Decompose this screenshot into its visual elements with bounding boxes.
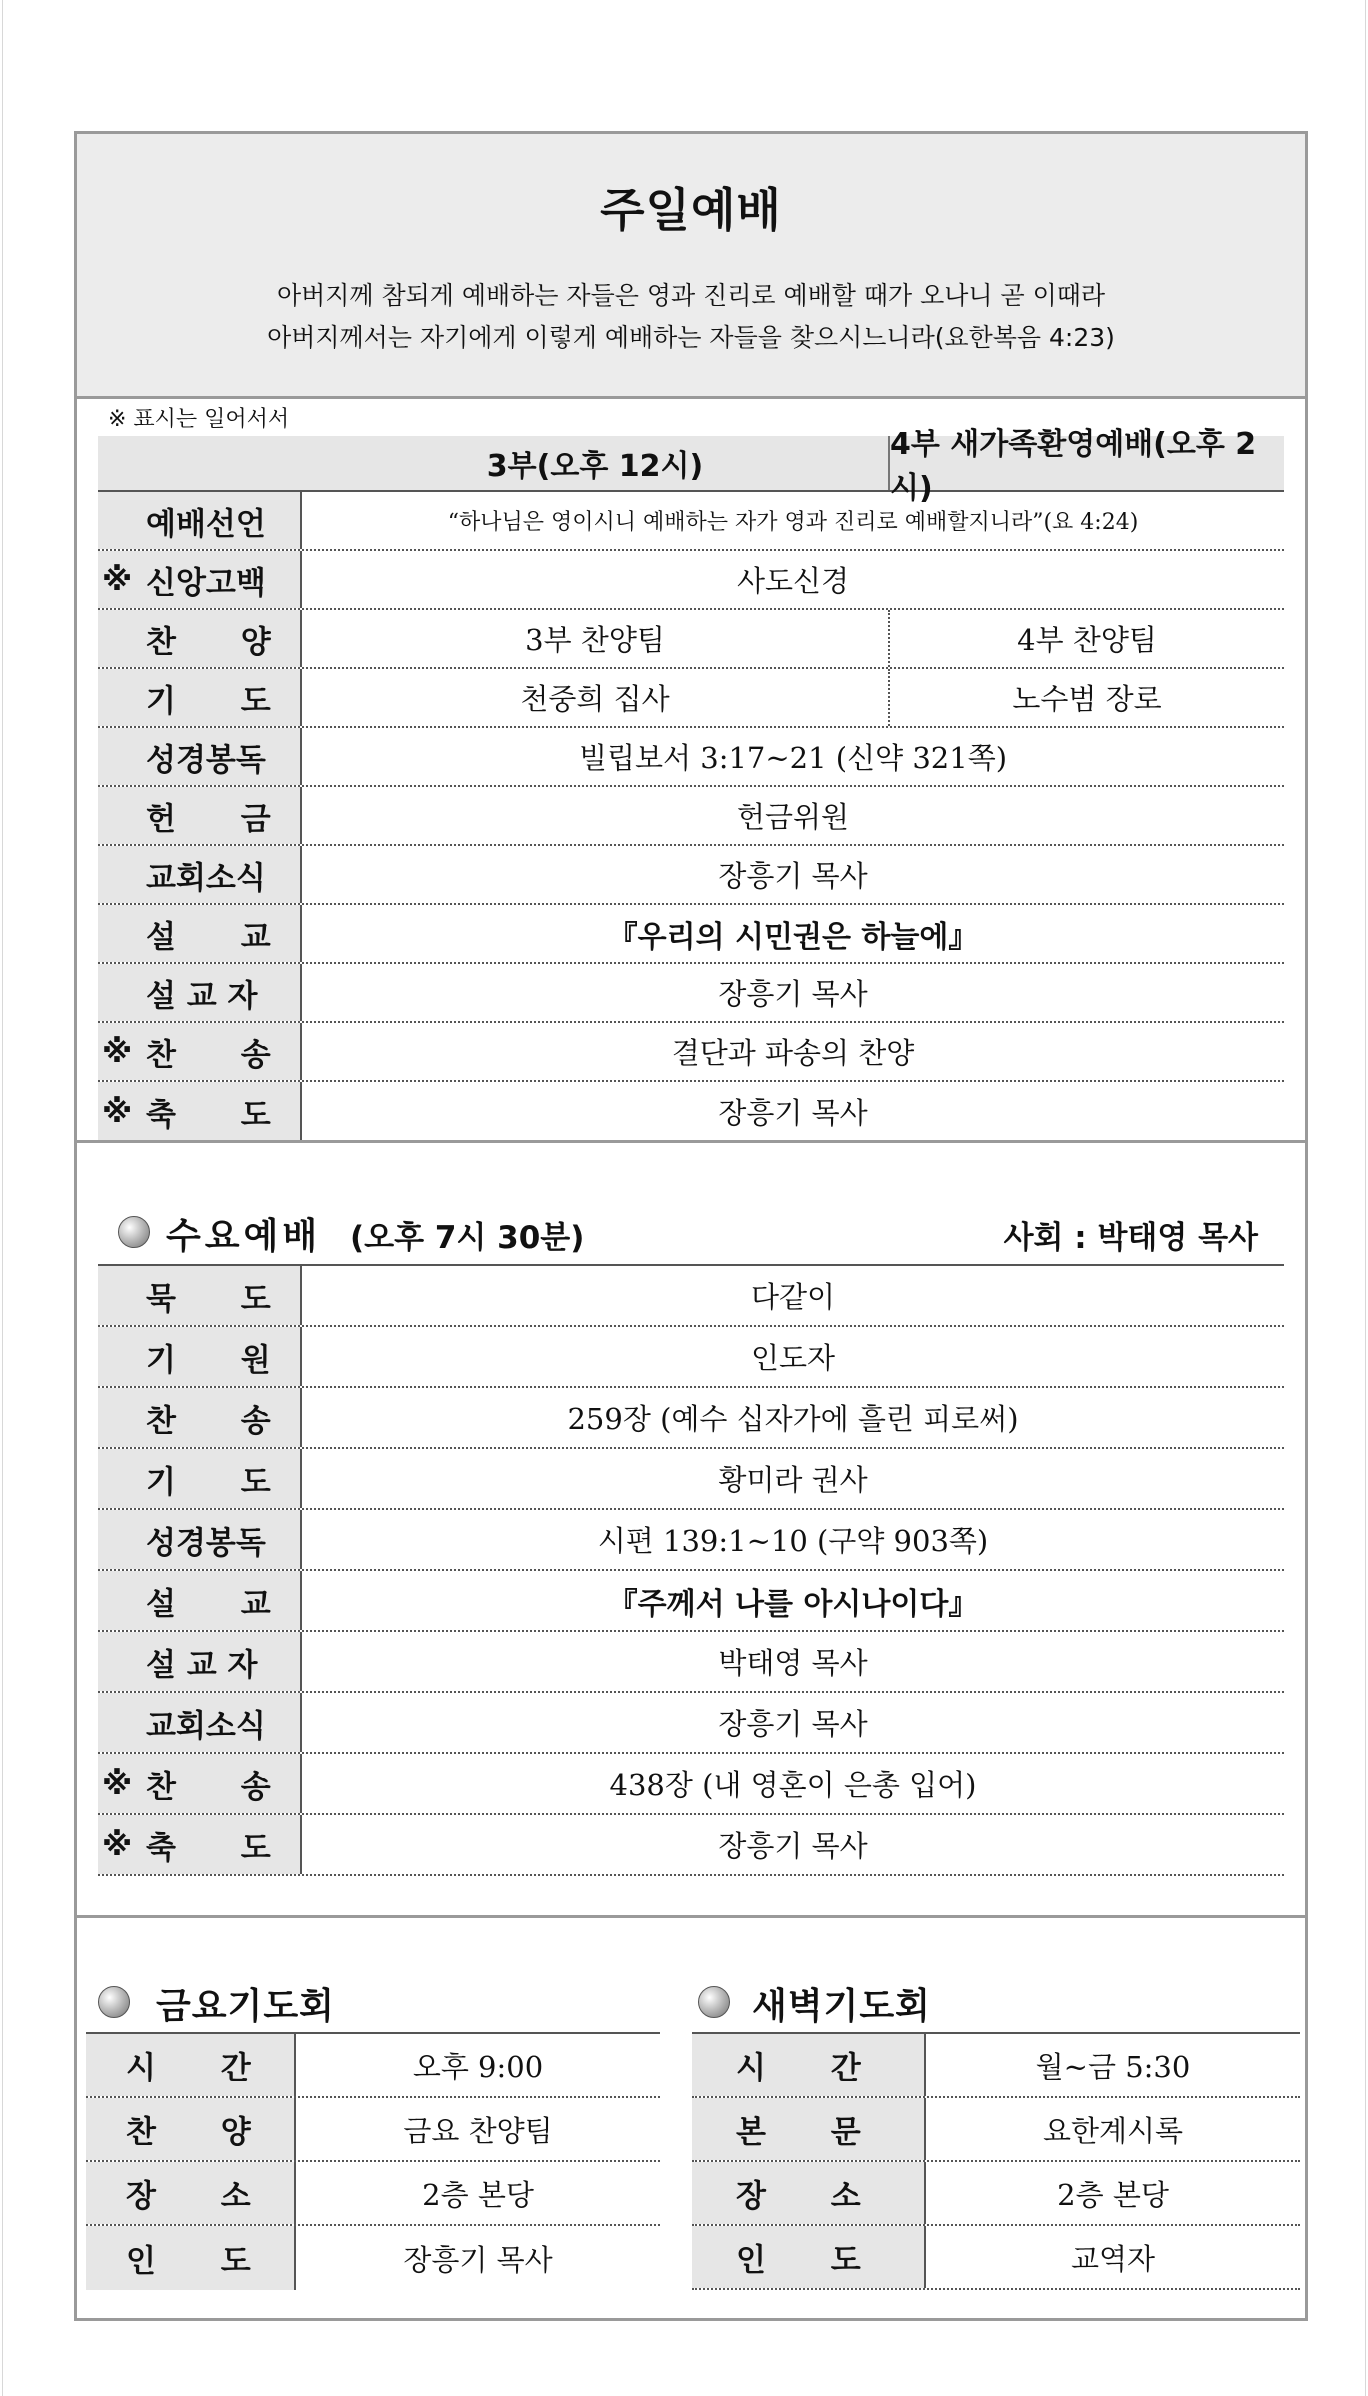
row-label	[86, 2226, 296, 2290]
friday-row	[86, 2098, 660, 2162]
stand-mark: ※	[102, 1093, 133, 1130]
column-3bu: 3부(오후 12시)	[486, 449, 704, 484]
label-text: 예배선언	[146, 506, 266, 542]
label-text: 찬 송	[146, 1037, 271, 1073]
row-value: 월~금 5:30	[1035, 2049, 1191, 2084]
label-text: 기 원	[146, 1342, 271, 1378]
label-text: 기 도	[146, 1464, 271, 1500]
stand-mark: ※	[102, 561, 133, 598]
wednesday-row	[98, 1449, 1284, 1510]
verse-line-2: 아버지께서는 자기에게 이렇게 예배하는 자들을 찾으시느니라(요한복음 4:23)	[267, 323, 1115, 352]
row-label	[692, 2226, 926, 2288]
label-text: 장 소	[736, 2178, 861, 2215]
dawn-row	[692, 2162, 1300, 2226]
wednesday-time: (오후 7시 30분)	[350, 1220, 585, 1256]
sunday-row	[98, 610, 1284, 669]
wednesday-row	[98, 1510, 1284, 1571]
row-value: 438장 (내 영혼이 은총 입어)	[609, 1768, 977, 1802]
wednesday-row	[98, 1327, 1284, 1388]
dawn-row	[692, 2034, 1300, 2098]
column-4bu: 4부 새가족환영예배(오후 2시)	[890, 427, 1257, 506]
row-value: 259장 (예수 십자가에 흘린 피로써)	[567, 1402, 1019, 1436]
row-value: 사도신경	[736, 564, 850, 598]
row-value: 장흥기 목사	[718, 977, 868, 1011]
stand-mark: ※	[102, 1033, 133, 1070]
sunday-row	[98, 551, 1284, 610]
row-label	[98, 1266, 302, 1325]
row-label	[98, 610, 302, 667]
label-text: 찬 양	[126, 2114, 251, 2151]
label-text: 신앙고백	[146, 565, 266, 601]
row-label	[98, 1754, 302, 1813]
row-label	[98, 1510, 302, 1569]
wednesday-row	[98, 1266, 1284, 1327]
row-value-4bu: 4부 찬양팀	[1017, 623, 1157, 657]
row-label	[86, 2098, 296, 2160]
row-label	[98, 1023, 302, 1080]
standing-note: ※ 표시는 일어서서	[108, 407, 290, 432]
label-text: 장 소	[126, 2178, 251, 2215]
row-label	[86, 2034, 296, 2096]
circle-bullet-icon	[118, 1216, 150, 1248]
row-label	[98, 787, 302, 844]
page-title: 주일예배	[600, 183, 782, 237]
row-value: 장흥기 목사	[403, 2242, 553, 2277]
row-label	[98, 1327, 302, 1386]
row-value: 빌립보서 3:17~21 (신약 321쪽)	[578, 741, 1008, 775]
row-label	[98, 492, 302, 549]
friday-row	[86, 2226, 660, 2290]
row-label	[98, 905, 302, 962]
row-value: 2층 본당	[422, 2177, 534, 2212]
sunday-header	[77, 134, 1305, 399]
wednesday-row	[98, 1632, 1284, 1693]
row-label	[98, 669, 302, 726]
sunday-table-header	[98, 427, 1284, 506]
sunday-row	[98, 1023, 1284, 1082]
row-value: 시편 139:1~10 (구약 903쪽)	[597, 1524, 989, 1558]
label-text: 묵 도	[146, 1281, 271, 1317]
row-label	[98, 551, 302, 608]
label-text: 축 도	[146, 1097, 271, 1133]
row-value: “하나님은 영이시니 예배하는 자가 영과 진리로 예배할지니라”(요 4:24)	[447, 510, 1139, 535]
dawn-row	[692, 2098, 1300, 2162]
label-text: 시 간	[126, 2050, 251, 2087]
row-label	[98, 1388, 302, 1447]
sunday-row	[98, 728, 1284, 787]
label-text: 인 도	[736, 2242, 861, 2279]
row-value: 장흥기 목사	[718, 1096, 868, 1130]
sunday-row	[98, 787, 1284, 846]
row-value: 장흥기 목사	[718, 859, 868, 893]
section-divider	[77, 1140, 1305, 1143]
row-value-3bu: 천중희 집사	[520, 682, 670, 716]
row-label	[692, 2162, 926, 2224]
row-value: 인도자	[750, 1341, 836, 1375]
sermon-title: 『우리의 시민권은 하늘에』	[607, 919, 979, 955]
row-label	[98, 1571, 302, 1630]
sermon-title: 『주께서 나를 아시나이다』	[607, 1586, 979, 1622]
row-value: 장흥기 목사	[718, 1829, 868, 1863]
row-label	[98, 1815, 302, 1874]
row-value-4bu: 노수범 장로	[1012, 682, 1162, 716]
label-text: 설 교	[146, 919, 271, 955]
row-value: 장흥기 목사	[718, 1707, 868, 1741]
row-label	[86, 2162, 296, 2224]
label-text: 설 교 자	[146, 978, 258, 1014]
wednesday-title: 수요예배	[166, 1216, 322, 1257]
wednesday-row	[98, 1754, 1284, 1815]
friday-title: 금요기도회	[156, 1986, 335, 2027]
row-label	[98, 964, 302, 1021]
sunday-row	[98, 1082, 1284, 1141]
row-label	[98, 846, 302, 903]
wednesday-leader: 사회 : 박태영 목사	[1003, 1220, 1258, 1256]
sunday-row	[98, 964, 1284, 1023]
row-value: 교역자	[1070, 2241, 1156, 2276]
row-label	[98, 1632, 302, 1691]
row-value: 금요 찬양팀	[403, 2113, 553, 2148]
friday-row	[86, 2162, 660, 2226]
dawn-title: 새벽기도회	[752, 1986, 931, 2027]
section-divider	[77, 1915, 1305, 1918]
row-label	[98, 1449, 302, 1508]
label-text: 설 교 자	[146, 1647, 258, 1683]
label-text: 찬 송	[146, 1769, 271, 1805]
row-value: 요한계시록	[1042, 2113, 1184, 2148]
row-label	[692, 2098, 926, 2160]
label-text: 설 교	[146, 1586, 271, 1622]
label-text: 인 도	[126, 2243, 251, 2280]
row-value: 2층 본당	[1057, 2177, 1169, 2212]
sunday-row	[98, 669, 1284, 728]
row-label	[98, 1693, 302, 1752]
stand-mark: ※	[102, 1765, 133, 1802]
label-text: 교회소식	[146, 860, 266, 896]
wednesday-row	[98, 1571, 1284, 1632]
circle-bullet-icon	[698, 1986, 730, 2018]
row-label	[692, 2034, 926, 2096]
label-text: 교회소식	[146, 1708, 266, 1744]
label-text: 기 도	[146, 683, 271, 719]
row-value: 오후 9:00	[412, 2049, 544, 2084]
wednesday-row	[98, 1815, 1284, 1876]
label-text: 시 간	[736, 2050, 861, 2087]
row-value: 다같이	[750, 1280, 836, 1314]
row-label	[98, 1082, 302, 1141]
sunday-row	[98, 492, 1284, 551]
row-label	[98, 728, 302, 785]
row-value: 헌금위원	[736, 800, 850, 834]
friday-row	[86, 2034, 660, 2098]
label-text: 성경봉독	[146, 742, 266, 778]
label-text: 축 도	[146, 1830, 271, 1866]
sunday-row	[98, 905, 1284, 964]
label-text: 성경봉독	[146, 1525, 266, 1561]
label-text: 본 문	[736, 2114, 861, 2151]
sunday-row	[98, 846, 1284, 905]
label-text: 찬 양	[146, 624, 271, 660]
row-value: 황미라 권사	[718, 1463, 868, 1497]
wednesday-row	[98, 1693, 1284, 1754]
label-text: 헌 금	[146, 801, 271, 837]
row-value-3bu: 3부 찬양팀	[525, 623, 665, 657]
row-value: 박태영 목사	[718, 1646, 868, 1680]
circle-bullet-icon	[98, 1986, 130, 2018]
row-value: 결단과 파송의 찬양	[671, 1036, 915, 1070]
dawn-row	[692, 2226, 1300, 2290]
verse-line-1: 아버지께 참되게 예배하는 자들은 영과 진리로 예배할 때가 오나니 곧 이때라	[276, 281, 1106, 310]
stand-mark: ※	[102, 1826, 133, 1863]
label-text: 찬 송	[146, 1403, 271, 1439]
wednesday-row	[98, 1388, 1284, 1449]
